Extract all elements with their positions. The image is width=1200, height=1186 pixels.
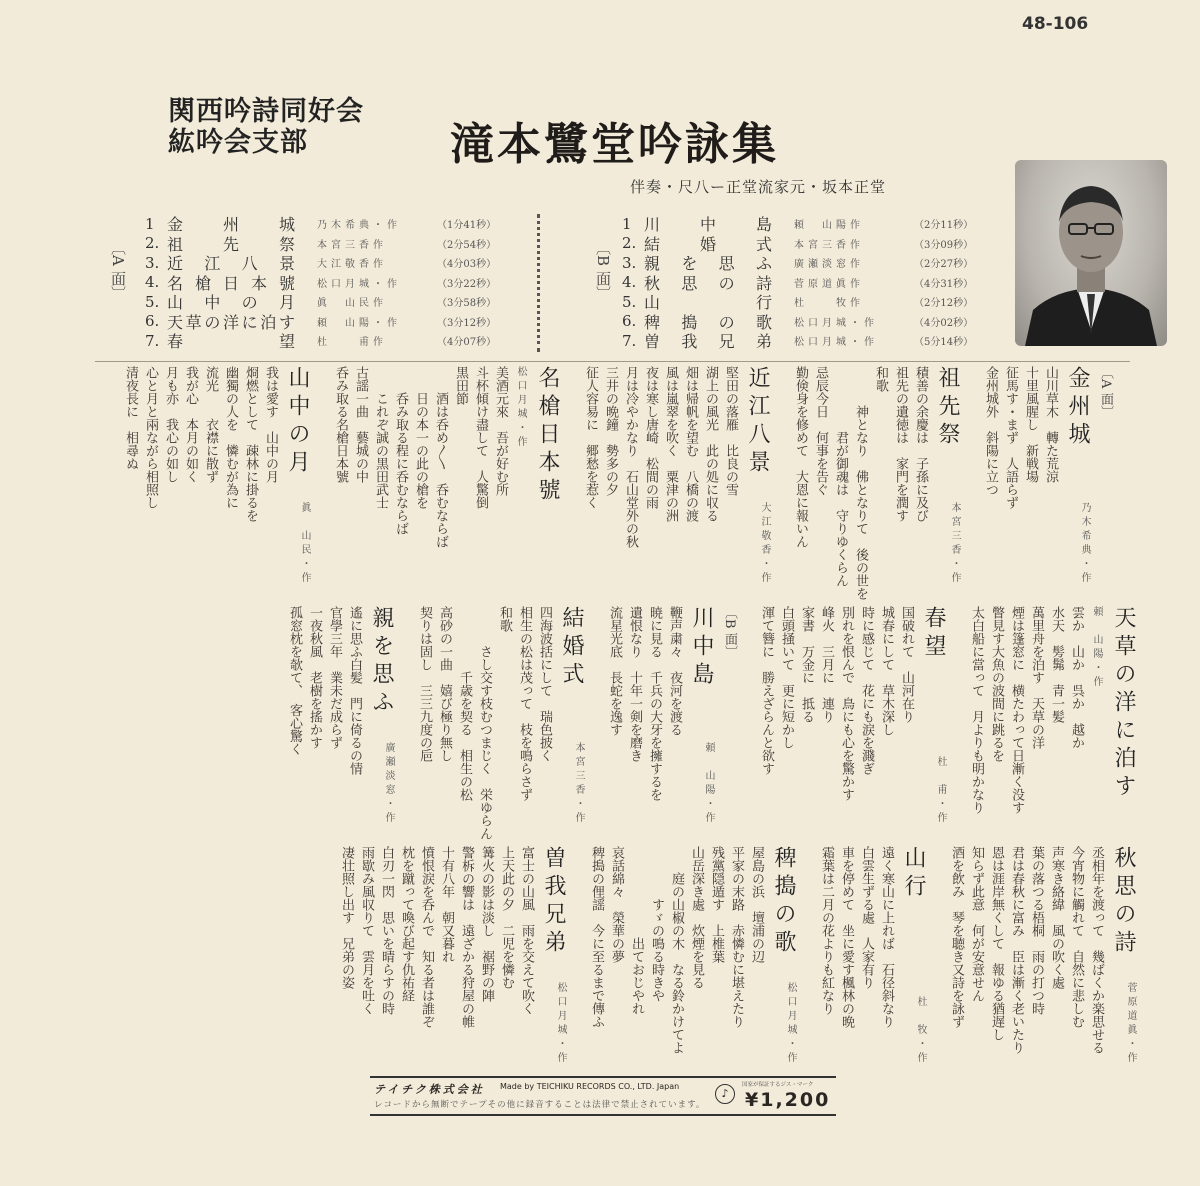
- track-row: [622, 312, 973, 332]
- track-row: [145, 253, 496, 273]
- poem-line: 夜は寒し唐崎 松間の雨: [643, 366, 658, 509]
- poem-heading: [364, 606, 398, 826]
- poem-line: 忌辰今日 何事を告ぐ: [813, 366, 828, 496]
- title-char: 弟: [755, 332, 772, 352]
- track-duration: （5分14秒）: [914, 337, 974, 349]
- title-char: 草: [185, 312, 202, 332]
- track-duration: （4分02秒）: [914, 317, 974, 329]
- track-composer: 頼 山陽作: [794, 220, 864, 232]
- poem-line: 積善の余慶は 子孫に及び: [913, 366, 928, 522]
- poem-author: 本宮三香・作: [573, 742, 584, 826]
- track-duration: （2分27秒）: [914, 259, 974, 271]
- poem: [414, 606, 588, 842]
- track-composer: 杜 牧作: [794, 298, 864, 310]
- poem-author: 菅原道眞・作: [1125, 982, 1136, 1066]
- poem-line: 雲か 山か 呉か 越か: [1069, 606, 1084, 749]
- poem-line: 知らず此意 何が安意せん: [969, 846, 984, 1002]
- poem-line: 家書 万金に 抵る: [799, 606, 814, 723]
- title-char: 祖: [167, 234, 184, 254]
- poem-line: 遺恨なり 十年一剣を磨き: [627, 606, 642, 762]
- poem-heading: [916, 606, 950, 826]
- poem-author: 杜 牧・作: [915, 996, 926, 1066]
- org-line-2: 紘吟会支部: [168, 127, 308, 158]
- poem-title: 春望: [921, 606, 946, 662]
- poem-line: 水天 髣髴 青一髪: [1049, 606, 1064, 723]
- poem-line: 古謡一曲 藝城の中: [353, 366, 368, 483]
- poem-line: 上天此の夕 二児を憐む: [499, 846, 514, 989]
- track-duration: （3分22秒）: [437, 278, 497, 290]
- poem-title: 秋思の詩: [1111, 846, 1136, 958]
- title-char: 景: [278, 254, 295, 274]
- poem-line: 君は春秋に富み 臣は漸く老いたり: [1009, 846, 1024, 1054]
- title-char: 搗: [681, 312, 698, 332]
- poem-title: 山中の月: [285, 366, 310, 478]
- poem-title: 近江八景: [745, 366, 770, 478]
- poem-line: 霜葉は二月の花よりも紅なり: [819, 846, 834, 1015]
- copyright-notice: レコードから無断でテープその他に録音することは法律で禁止されています。: [374, 1100, 706, 1110]
- poem-line: 城春にして 草木深し: [879, 606, 894, 736]
- track-composer: 乃木希典・作: [317, 220, 401, 232]
- poem-line: 庭の山椒の木 なる鈴かけてよ: [669, 846, 684, 1054]
- track-duration: （4分03秒）: [437, 259, 497, 271]
- poem: [580, 366, 774, 602]
- poem-line: 和歌: [873, 366, 888, 392]
- track-number: 3.: [622, 253, 637, 272]
- poem-line: 堅田の落雁 比良の雪: [723, 366, 738, 496]
- title-char: 日: [222, 273, 239, 293]
- poem-line: 葉の落つる梧桐 雨の打つ時: [1029, 846, 1044, 1015]
- poem-line: 黒田節: [453, 366, 468, 405]
- poem-author: 本宮三香・作: [949, 502, 960, 586]
- title-char: 我: [681, 332, 698, 352]
- poem-line: 風は嵐翠を吹く 粟津の洲: [663, 366, 678, 522]
- poem-author: 廣瀬淡窓・作: [383, 742, 394, 826]
- poem-line: すゞの鳴る時きや: [649, 846, 664, 1002]
- poem-title: 山行: [901, 846, 926, 902]
- poem-line: 鞭声粛々 夜河を渡る: [667, 606, 682, 736]
- poem-author: 松口月城・作: [785, 982, 796, 1066]
- track-duration: （2分11秒）: [914, 220, 974, 232]
- track-duration: （4分07秒）: [437, 337, 497, 349]
- title-char: 本: [250, 273, 267, 293]
- poem-line: 十有八年 朝又暮れ: [439, 846, 454, 963]
- poem-line: さし交す枝むつまじく 栄ゆらん: [477, 606, 492, 840]
- org-line-1: 関西吟詩同好会: [168, 96, 364, 127]
- poem-line: 征馬す・まず 人語らず: [1003, 366, 1018, 509]
- track-number: 1: [145, 214, 155, 233]
- poem-heading: [684, 606, 718, 826]
- organization-name: [168, 96, 364, 158]
- track-composer: 本宮三香作: [794, 239, 864, 251]
- poem-line: 雨歇み風収りて 雲月を吐く: [359, 846, 374, 1015]
- poem-line: 高砂の一曲 嬉び極り無し: [437, 606, 452, 762]
- poem-heading: [740, 366, 774, 586]
- poem-line: 富士の山風 雨を交えて吹く: [519, 846, 534, 1015]
- poem: [816, 846, 930, 1082]
- poem-line: 瞥見す大魚の波間に跳るを: [989, 606, 1004, 762]
- track-number: 7.: [145, 331, 160, 350]
- title-char: の: [204, 312, 221, 332]
- poem-line: 和歌: [497, 606, 512, 632]
- track-number: 4.: [622, 273, 637, 292]
- company-logo-text: テイチク株式会社: [374, 1083, 485, 1096]
- side-a-tracklist: [145, 214, 496, 351]
- poem-line: 今宵物に觸れて 自然に悲しむ: [1069, 846, 1084, 1028]
- poem-line: 呑み取る名槍日本號: [333, 366, 348, 483]
- poem-line: 丞相年を渡って 幾ばくか楽思せる: [1089, 846, 1104, 1054]
- title-char: 先: [222, 234, 239, 254]
- title-char: 州: [222, 215, 239, 235]
- divider-line: [95, 361, 1130, 362]
- poem-heading: [930, 366, 964, 586]
- poem-line: 相生の松は茂って 枝を鳴らさず: [517, 606, 532, 801]
- side-b-tracklist: [622, 214, 973, 351]
- poem-line: 月も亦 我心の如し: [163, 366, 178, 483]
- poem-line: これぞ誠の黒田武士: [373, 366, 388, 509]
- title-char: 川: [644, 215, 661, 235]
- title-char: 祭: [278, 234, 295, 254]
- poem-heading: [536, 846, 570, 1066]
- poem-line: 篝火の影は淡し 裾野の陣: [479, 846, 494, 1002]
- poem-line: 官學三年 業未だ成らず: [327, 606, 342, 749]
- poem-line: 時に感じて 花にも涙を濺ぎ: [859, 606, 874, 775]
- title-char: 親: [644, 254, 661, 274]
- title-char: 島: [755, 215, 772, 235]
- poem: [120, 366, 314, 602]
- track-number: 4.: [145, 273, 160, 292]
- track-composer: 大江敬香作: [317, 259, 387, 271]
- poem-title: 稗搗の歌: [771, 846, 796, 958]
- poem-line: 哀話綿々 榮華の夢: [609, 846, 624, 963]
- track-number: 6.: [145, 312, 160, 331]
- poem-author: 杜 甫・作: [935, 756, 946, 826]
- side-marker: 〔B 面〕: [722, 606, 737, 659]
- lyrics-band-1: [104, 366, 1116, 602]
- poem-line: 凄壮照し出す 兄弟の姿: [339, 846, 354, 989]
- poem-line: 遠く寒山に上れば 石径斜なり: [879, 846, 894, 1028]
- poem-title: 結婚式: [559, 606, 584, 690]
- track-composer: 廣瀬淡窓作: [794, 259, 864, 271]
- poem-author: 頼 山陽・作: [703, 742, 714, 826]
- title-char: 結: [644, 234, 661, 254]
- poem-line: 平家の末路 赤憐むに堪えたり: [729, 846, 744, 1028]
- poem-heading: [1086, 606, 1140, 826]
- poem-line: 契りは固し 三三九度の巵: [417, 606, 432, 762]
- poem-line: 山岳深き處 炊煙を見る: [689, 846, 704, 989]
- title-char: 槍: [194, 273, 211, 293]
- poem-heading: [766, 846, 800, 1066]
- poem: [966, 606, 1140, 842]
- poem-line: 湖上の風光 此の処に収る: [703, 366, 718, 522]
- poem-line: 暁に見る 千兵の大牙を擁するを: [647, 606, 662, 801]
- title-char: 歌: [755, 312, 772, 332]
- made-by-text: Made by TEICHIKU RECORDS CO., LTD. Japan: [500, 1082, 680, 1091]
- poem-line: 千歳を契る 相生の松: [457, 606, 472, 801]
- poem: [756, 606, 950, 842]
- track-duration: （2分54秒）: [437, 239, 497, 251]
- poem-line: 君が御魂は 守りゆくらん: [833, 366, 848, 587]
- title-char: 春: [167, 332, 184, 352]
- track-row: [145, 273, 496, 293]
- track-composer: 頼 山陽・作: [317, 317, 401, 329]
- title-char: 江: [204, 254, 221, 274]
- poem-heading: [554, 606, 588, 826]
- title-char: 天: [167, 312, 184, 332]
- poem-line: 煙は篷窓に 横たわって日漸く没す: [1009, 606, 1024, 814]
- poem-line: 我が心 本月の如く: [183, 366, 198, 483]
- lyrics-band-2: [268, 606, 1140, 842]
- catalog-number: 48-106: [1022, 14, 1089, 34]
- poem-line: 酒を飲み 琴を聴き又詩を詠ず: [949, 846, 964, 1028]
- track-number: 1: [622, 214, 632, 233]
- poem-line: 心と月と兩ながら相照し: [143, 366, 158, 509]
- poem-author: 大江敬香・作: [759, 502, 770, 586]
- track-number: 2.: [622, 234, 637, 253]
- poem-line: 峰火 三月に 連り: [819, 606, 834, 723]
- title-char: 號: [278, 273, 295, 293]
- poem-heading: [510, 366, 564, 586]
- track-composer: 杜 甫作: [317, 337, 387, 349]
- title-char: 曽: [644, 332, 661, 352]
- track-composer: 松口月城・作: [317, 278, 401, 290]
- track-duration: （1分41秒）: [437, 220, 497, 232]
- poem-line: 幽獨の人を 憐むが為に: [223, 366, 238, 509]
- poem: [284, 606, 398, 842]
- poem-line: 枕を蹴って喚び起す仇祐経: [399, 846, 414, 1002]
- poem-author: 乃木希典・作: [1079, 502, 1090, 586]
- side-marker: 〔A 面〕: [1098, 366, 1113, 419]
- poem-heading: [1106, 846, 1140, 1066]
- track-duration: （3分12秒）: [437, 317, 497, 329]
- poem-line: 三井の晩鐘 勢多の夕: [603, 366, 618, 496]
- poem-line: 孤窓枕を欹て、 客心驚く: [287, 606, 302, 756]
- track-row: [622, 214, 973, 234]
- title-char: の: [241, 293, 258, 313]
- poem-line: 萬里舟を泊す 天草の洋: [1029, 606, 1044, 749]
- poem-line: 残黨隠遁す 上椎葉: [709, 846, 724, 963]
- poem: [946, 846, 1140, 1082]
- title-char: 城: [278, 215, 295, 235]
- poem-title: 祖先祭: [935, 366, 960, 450]
- poem-line: 出ておじやれ: [629, 846, 644, 1015]
- track-duration: （4分31秒）: [914, 278, 974, 290]
- track-number: 3.: [145, 253, 160, 272]
- track-composer: 眞 山民作: [317, 298, 387, 310]
- artist-portrait-photo: [1015, 160, 1167, 346]
- title-char: 中: [204, 293, 221, 313]
- track-duration: （3分09秒）: [914, 239, 974, 251]
- poem-line: 白刃一閃 思いを晴らすの時: [379, 846, 394, 1015]
- poem-line: 清夜長に 相尋ぬ: [123, 366, 138, 470]
- poem-heading: [280, 366, 314, 586]
- poem-title: 天草の洋に泊す: [1111, 606, 1136, 802]
- poem-line: 警柝の響は 遠ざかる狩屋の帷: [459, 846, 474, 1028]
- poem-line: 斗杯傾け盡して 人驚倒: [473, 366, 488, 509]
- poem: [604, 606, 718, 842]
- title-char: 山: [167, 293, 184, 313]
- track-title: [644, 329, 772, 352]
- track-number: 6.: [622, 312, 637, 331]
- track-title: [167, 329, 295, 352]
- jis-mark-icon: ♪: [715, 1084, 735, 1104]
- title-char: 洋: [222, 312, 239, 332]
- title-char: 月: [278, 293, 295, 313]
- title-char: の: [718, 273, 735, 293]
- title-char: の: [718, 312, 735, 332]
- track-number: 2.: [145, 234, 160, 253]
- poem-line: 声寒き絡緯 風の吹く處: [1049, 846, 1064, 989]
- track-row: [145, 312, 496, 332]
- poem-line: 征人容易に 郷愁を惹く: [583, 366, 598, 509]
- poem-title: 親を思ふ: [369, 606, 394, 718]
- title-char: ふ: [755, 254, 772, 274]
- poem-line: 酒は呑め〳〵 呑むならば: [433, 366, 448, 548]
- poem-heading: [1060, 366, 1094, 586]
- poem-title: 川中島: [689, 606, 714, 690]
- title-char: 稗: [644, 312, 661, 332]
- track-number: 5.: [145, 292, 160, 311]
- poem: [330, 366, 564, 602]
- poem-title: 名槍日本號: [535, 366, 560, 506]
- title-char: 婚: [699, 234, 716, 254]
- track-composer: 松口月城・作: [794, 317, 878, 329]
- track-row: [622, 234, 973, 254]
- poem-line: 恩は涯岸無くして 報ゆる猶遅し: [989, 846, 1004, 1041]
- poem-line: 神となり 佛となりて 後の世を: [853, 366, 868, 600]
- track-row: [622, 331, 973, 351]
- poem-line: 流星光底 長蛇を逸す: [607, 606, 622, 736]
- price: ¥1,200: [745, 1089, 831, 1111]
- title-char: 金: [167, 215, 184, 235]
- title-char: 秋: [644, 273, 661, 293]
- poem-line: 憤恨涙を呑んで 知る者は誰ぞ: [419, 846, 434, 1028]
- poem-author: 松口月城・作: [515, 366, 526, 450]
- poem: [336, 846, 570, 1082]
- track-row: [145, 214, 496, 234]
- title-char: 思: [718, 254, 735, 274]
- lyrics-band-3: [320, 846, 1140, 1082]
- track-number: 7.: [622, 331, 637, 350]
- poem-line: 別れを恨んで 鳥にも心を驚かす: [839, 606, 854, 801]
- poem-title: 金州城: [1065, 366, 1090, 450]
- title-char: 行: [755, 293, 772, 313]
- track-composer: 松口月城・作: [794, 337, 878, 349]
- poem-line: 畑は帰帆を望む 八橋の渡: [683, 366, 698, 522]
- poem-line: 十里風腥し 新戦場: [1023, 366, 1038, 483]
- poem-line: 車を停めて 坐に愛す楓林の晩: [839, 846, 854, 1028]
- title-char: す: [278, 312, 295, 332]
- poem-line: 金州城外 斜陽に立つ: [983, 366, 998, 496]
- title-char: 近: [167, 254, 184, 274]
- track-row: [622, 253, 973, 273]
- accompaniment-credit: 伴奏・尺八ー正堂流家元・坂本正堂: [630, 178, 887, 196]
- side-a-label: 〔A 面〕: [109, 240, 127, 301]
- poem-line: 流光 衣襟に散ず: [203, 366, 218, 483]
- poem-line: 美酒元來 吾が好む所: [493, 366, 508, 496]
- tracklist-divider: [537, 214, 540, 352]
- poem: [980, 366, 1094, 602]
- poem-line: 渾て簪に 勝えざらんと欲す: [759, 606, 774, 775]
- poem-line: 月は冷やかなり 石山堂外の秋: [623, 366, 638, 548]
- title-char: 詩: [755, 273, 772, 293]
- footer-credits: [370, 1076, 836, 1116]
- track-composer: 菅原道眞作: [794, 278, 864, 290]
- poem-author: 松口月城・作: [555, 982, 566, 1066]
- poem-line: 屋島の浜 壇浦の辺: [749, 846, 764, 963]
- poem-line: 一夜秋風 老樹を搖かす: [307, 606, 322, 749]
- title-char: 望: [278, 332, 295, 352]
- track-row: [145, 331, 496, 351]
- track-row: [145, 234, 496, 254]
- poem: [586, 846, 800, 1082]
- title-char: 八: [241, 254, 258, 274]
- poem-line: 呑み取る程に呑むならば: [393, 366, 408, 535]
- track-duration: （3分58秒）: [437, 298, 497, 310]
- track-number: 5.: [622, 292, 637, 311]
- title-char: 思: [681, 273, 698, 293]
- jis-caption: 国家が保証するジス・マーク: [742, 1082, 814, 1088]
- side-b-label: 〔B 面〕: [594, 240, 612, 301]
- title-char: 中: [699, 215, 716, 235]
- poem-line: 勤倹身を修めて 大恩に報いん: [793, 366, 808, 548]
- title-char: を: [681, 254, 698, 274]
- poem-line: 山川草木 轉た荒涼: [1043, 366, 1058, 483]
- poem-line: 白頭掻いて 更に短かし: [779, 606, 794, 749]
- title-char: に: [241, 312, 258, 332]
- title-char: 山: [644, 293, 661, 313]
- title-char: 兄: [718, 332, 735, 352]
- poem-line: 国破れて 山河在り: [899, 606, 914, 723]
- poem-title: 曽我兄弟: [541, 846, 566, 958]
- title-char: 式: [755, 234, 772, 254]
- poem: [790, 366, 964, 602]
- poem-heading: [896, 846, 930, 1066]
- title-char: 名: [167, 273, 184, 293]
- title-char: 泊: [260, 312, 277, 332]
- poem-line: 祖先の遺徳は 家門を潤す: [893, 366, 908, 522]
- track-row: [145, 292, 496, 312]
- track-duration: （2分12秒）: [914, 298, 974, 310]
- poem-author: 頼 山陽・作: [1091, 606, 1102, 690]
- poem-line: 白雲生ずる處 人家有り: [859, 846, 874, 989]
- poem-line: 我は愛す 山中の月: [263, 366, 278, 483]
- poem-line: 稗搗の俚謡 今に至るまで傳ふ: [589, 846, 604, 1028]
- track-row: [622, 292, 973, 312]
- track-composer: 本宮三香作: [317, 239, 387, 251]
- poem-author: 眞 山民・作: [299, 502, 310, 586]
- poem-line: 四海波括にして 瑞色披く: [537, 606, 552, 762]
- album-title: 滝本鷺堂吟詠集: [450, 119, 779, 170]
- poem-line: 日の本一の此の槍を: [413, 366, 428, 509]
- track-row: [622, 273, 973, 293]
- poem-line: 烱燃として 疎林に掛るを: [243, 366, 258, 522]
- poem-line: 遙に思ふ白髪 門に倚るの情: [347, 606, 362, 775]
- poem-line: 太白船に當って 月よりも明かなり: [969, 606, 984, 814]
